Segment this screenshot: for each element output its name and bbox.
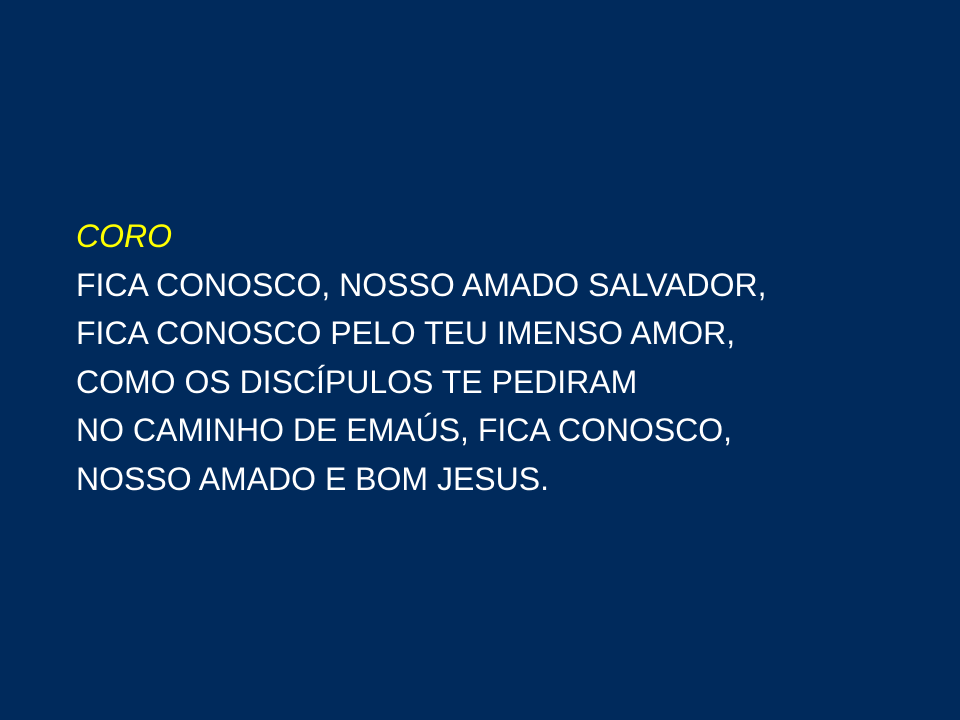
- lyrics-block: [76, 212, 767, 503]
- lyric-line-5: NOSSO AMADO E BOM JESUS.: [76, 460, 549, 497]
- lyric-line-2: FICA CONOSCO PELO TEU IMENSO AMOR,: [76, 315, 736, 351]
- lyric-line-1: FICA CONOSCO, NOSSO AMADO SALVADOR,: [76, 266, 767, 303]
- lyric-line-4: NO CAMINHO DE EMAÚS, FICA CONOSCO,: [76, 412, 733, 448]
- section-heading: CORO: [76, 218, 172, 254]
- lyric-line-3: COMO OS DISCÍPULOS TE PEDIRAM: [76, 363, 638, 400]
